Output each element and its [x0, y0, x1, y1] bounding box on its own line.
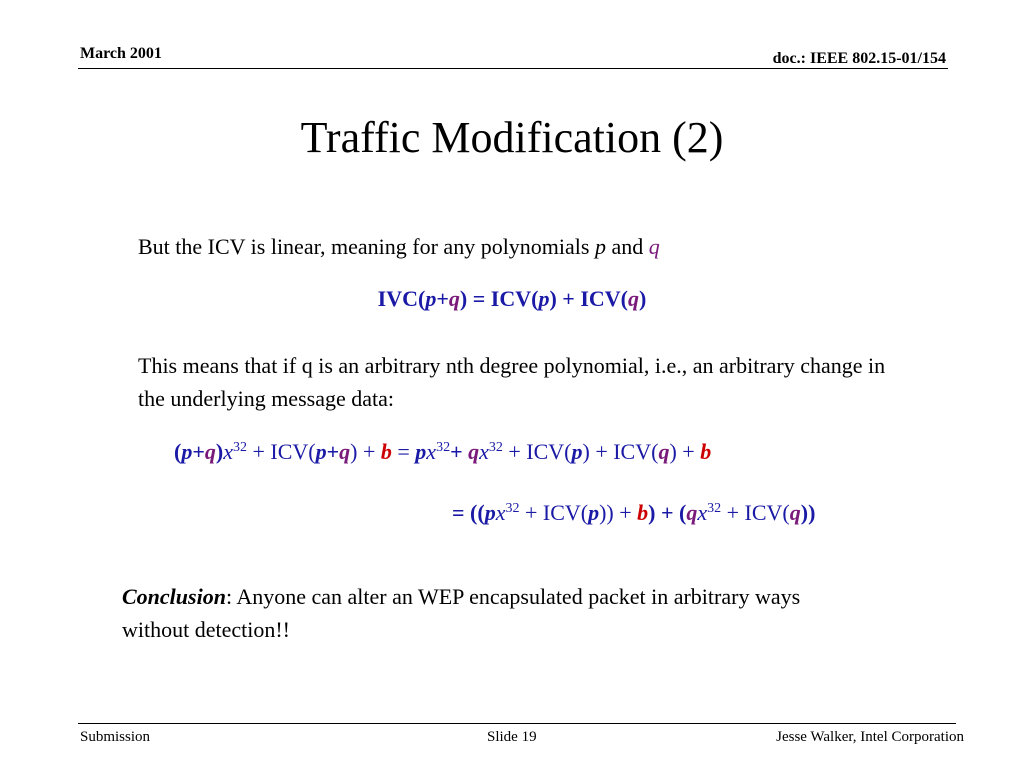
eq2-open: ( — [174, 439, 182, 464]
conclusion-paragraph — [122, 580, 862, 646]
eq3-x2: x — [697, 500, 708, 525]
equation-expansion — [174, 435, 711, 468]
eq2-exp3: 32 — [488, 440, 503, 455]
eq2-p2: p — [315, 439, 327, 464]
equation-linearity — [0, 282, 1024, 315]
eq3-open: = (( — [452, 500, 485, 525]
eq2-close-plus2: ) + — [582, 439, 614, 464]
conclusion-label: Conclusion — [122, 584, 226, 609]
eq3-b: b — [637, 500, 649, 525]
eq3-close2-plus: )) + — [599, 500, 638, 525]
eq2-plus-icv2: + ICV( — [502, 439, 572, 464]
eq2-p4: p — [571, 439, 583, 464]
eq2-plus: + — [192, 439, 205, 464]
eq3-exp2: 32 — [707, 501, 722, 516]
header-doc-id: doc.: IEEE 802.15-01/154 — [772, 50, 946, 67]
footer-submission: Submission — [80, 729, 151, 745]
eq1-icv-q: ICV( — [580, 286, 628, 311]
paragraph-arbitrary: This means that if q is an arbitrary nth degree polynomial, i.e., an arbitrary change in the underlying message data: — [138, 353, 886, 411]
slide-title: Traffic Modification (2) — [300, 113, 724, 162]
eq2-equals: = — [391, 439, 416, 464]
eq1-p2: p — [538, 286, 550, 311]
footer-rule — [78, 723, 956, 724]
header-rule — [78, 68, 948, 69]
eq3-exp: 32 — [505, 501, 520, 516]
eq1-plus: + — [436, 286, 449, 311]
eq3-plus-icv: + ICV( — [519, 500, 589, 525]
paragraph-linear — [138, 230, 660, 263]
eq2-x2: x — [426, 439, 437, 464]
eq1-icv-p: ICV( — [490, 286, 539, 311]
eq1-q: q — [448, 286, 460, 311]
eq2-close: ) — [215, 439, 224, 464]
eq2-b2: b — [700, 439, 712, 464]
eq2-q4: q — [658, 439, 670, 464]
eq2-q3: q — [468, 439, 480, 464]
eq2-exp2: 32 — [436, 440, 451, 455]
eq2-close-plus3: ) + — [669, 439, 701, 464]
eq3-x: x — [495, 500, 506, 525]
eq2-q: q — [204, 439, 216, 464]
equation-regrouped — [452, 496, 815, 529]
eq1-ivc: IVC( — [377, 286, 426, 311]
eq1-close: ) — [638, 286, 647, 311]
conclusion-text: : Anyone can alter an WEP encapsulated packet in arbitrary ways without detection!! — [122, 584, 801, 642]
paragraph-linear-text: But the ICV is linear, meaning for any polynomials — [138, 234, 595, 259]
eq2-icv-q: ICV( — [613, 439, 659, 464]
eq3-q2: q — [789, 500, 801, 525]
eq1-q2: q — [627, 286, 639, 311]
footer-slide-number: Slide 19 — [487, 729, 537, 745]
and-word: and — [605, 234, 649, 259]
eq3-plus-icv2: + ICV( — [721, 500, 790, 525]
eq2-exp: 32 — [232, 440, 247, 455]
eq2-close-plus: ) + — [350, 439, 381, 464]
eq2-p3: p — [415, 439, 427, 464]
eq3-p: p — [484, 500, 496, 525]
eq2-x3: x — [479, 439, 489, 464]
eq2-p: p — [181, 439, 193, 464]
var-q: q — [648, 234, 660, 259]
eq3-p2: p — [588, 500, 600, 525]
eq2-x: x — [223, 439, 233, 464]
eq2-q2: q — [339, 439, 351, 464]
eq1-p: p — [425, 286, 437, 311]
eq2-plus3: + — [450, 439, 463, 464]
eq3-close-plus-open: ) + ( — [648, 500, 687, 525]
eq2-b: b — [380, 439, 392, 464]
header-date: March 2001 — [80, 45, 162, 62]
footer-author: Jesse Walker, Intel Corporation — [776, 729, 964, 745]
var-p: p — [594, 234, 606, 259]
eq3-close2: )) — [800, 500, 816, 525]
eq1-close-plus: ) + — [549, 286, 581, 311]
eq1-close-eq: ) = — [459, 286, 491, 311]
eq2-plus-icv: + ICV( — [246, 439, 316, 464]
eq3-q: q — [686, 500, 698, 525]
eq2-plus2: + — [326, 439, 340, 464]
